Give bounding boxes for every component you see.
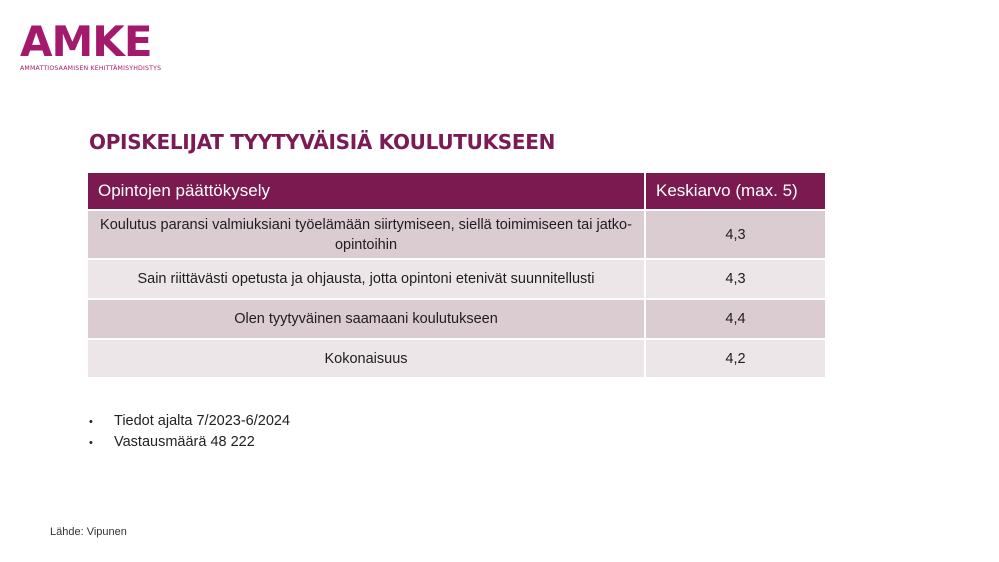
header-survey: Opintojen päättökysely [88, 173, 645, 210]
source-note: Lähde: Vipunen [50, 526, 127, 538]
question-cell: Koulutus paransi valmiuksiani työelämään siirtymiseen, siellä toimimiseen tai jatko-opintoihin [88, 210, 645, 259]
table-row [88, 259, 825, 299]
question-cell: Olen tyytyväinen saamaani koulutukseen [88, 299, 645, 339]
amke-logo [20, 17, 190, 72]
list-item [89, 432, 290, 453]
note-text: Tiedot ajalta 7/2023-6/2024 [114, 413, 291, 429]
bullet-icon: • [89, 437, 93, 449]
list-item [89, 411, 290, 432]
survey-table [88, 173, 825, 377]
table-row [88, 210, 825, 259]
logo-wordmark: AMKE [20, 17, 152, 66]
bullet-icon: • [89, 416, 93, 428]
value-cell: 4,3 [645, 210, 825, 259]
notes-list [89, 411, 290, 453]
slide-title: OPISKELIJAT TYYTYVÄISIÄ KOULUTUKSEEN [89, 130, 556, 154]
question-cell: Kokonaisuus [88, 339, 645, 377]
value-cell: 4,3 [645, 259, 825, 299]
table-row [88, 299, 825, 339]
logo-tagline: AMMATTIOSAAMISEN KEHITTÄMISYHDISTYS [20, 65, 162, 72]
table-header-row [88, 173, 825, 210]
value-cell: 4,2 [645, 339, 825, 377]
table-row [88, 339, 825, 377]
value-cell: 4,4 [645, 299, 825, 339]
question-cell: Sain riittävästi opetusta ja ohjausta, jotta opintoni etenivät suunnitellusti [88, 259, 645, 299]
header-average: Keskiarvo (max. 5) [645, 173, 825, 210]
note-text: Vastausmäärä 48 222 [114, 434, 255, 450]
